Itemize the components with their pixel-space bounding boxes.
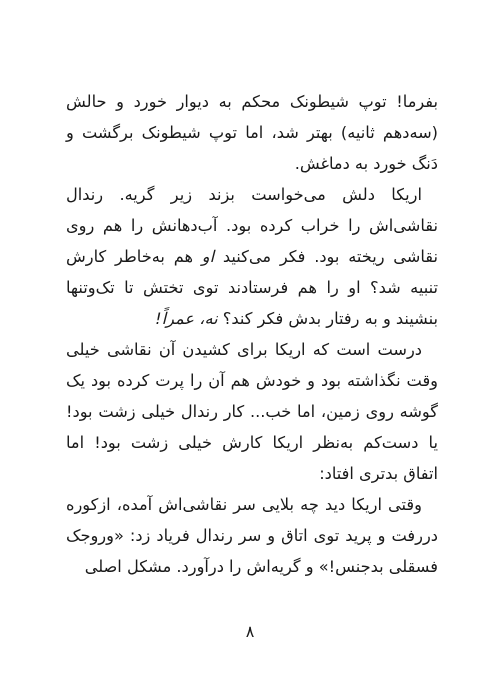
paragraph-3	[66, 334, 438, 489]
paragraph-4	[66, 489, 438, 582]
paragraph-text: هم به‌خاطر کارش تنبیه شد؟ او را هم فرستادند توی تختش تا تک‌وتنها بنشیند و به رفتار بدش فکر کند؟	[66, 247, 438, 328]
paragraph-text: اریکا دلش می‌خواست بزند زیر گریه. رندال نقاشی‌اش را خراب کرده بود. آب‌دهانش را هم روی نقاشی ریخته بود. فکر می‌کنید	[66, 185, 438, 266]
emphasis-text: او	[201, 247, 215, 266]
paragraph-text: بفرما! توپ شیطونک محکم به دیوار خورد و حالش (سه‌دهم ثانیه) بهتر شد، اما توپ شیطونک برگشت و دَنگ خورد به دماغش.	[66, 92, 438, 173]
paragraph-text: وقتی اریکا دید چه بلایی سر نقاشی‌اش آمده، ازکوره دررفت و پرید توی اتاق و سر رندال فریاد زد: «وروجک فسقلی بدجنس!» و گریه‌اش را درآورد. مشکل اصلی	[66, 495, 438, 576]
emphasis-text: نه، عمراً!	[155, 309, 218, 328]
body-text	[66, 86, 438, 582]
paragraph-1	[66, 86, 438, 179]
page-number: ۸	[245, 622, 255, 641]
paragraph-2	[66, 179, 438, 334]
paragraph-text: درست است که اریکا برای کشیدن آن نقاشی خیلی وقت نگذاشته بود و خودش هم آن را پرت کرده بود یک گوشه روی زمین، اما خب... کار رندال خیلی زشت بود! یا دست‌کم به‌نظر اریکا کارش خیلی زشت بود! اما اتفاق بدتری افتاد:	[66, 340, 438, 483]
